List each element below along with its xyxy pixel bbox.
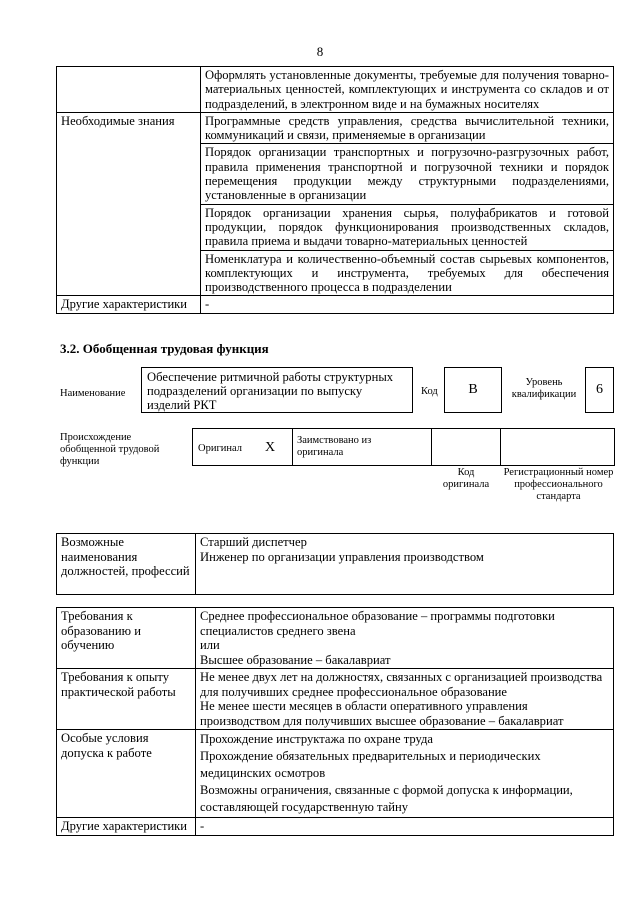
knowledge-table <box>56 66 614 314</box>
education-values <box>196 608 614 669</box>
knowledge-label: Необходимые знания <box>57 112 201 296</box>
other-characteristics-value: - <box>196 818 614 836</box>
conditions-label: Особые условия допуска к работе <box>57 730 196 818</box>
education-line: или <box>200 638 220 652</box>
registration-number-caption: Регистрационный номер профессионального стандарта <box>503 467 614 502</box>
qualification-level-box: 6 <box>585 367 614 413</box>
divider <box>500 428 501 466</box>
code-label: Код <box>421 386 438 397</box>
knowledge-item: Номенклатура и количественно-объемный состав сырьевых компонентов, комплектующих и инструмента, требуемых для обеспечения производственного процесса в подразделении <box>201 250 614 296</box>
education-line: Высшее образование – бакалавриат <box>200 652 391 667</box>
requirements-table <box>56 607 614 836</box>
knowledge-item: Порядок организации хранения сырья, полуфабрикатов и готовой продукции, порядок функционирования производственных складов, правила приема и выдачи товарно-материальных ценностей <box>201 204 614 250</box>
experience-line: Не менее двух лет на должностях, связанных с организацией производства для получивших среднее профессиональное образование <box>200 670 603 699</box>
experience-line: Не менее шести месяцев в области оперативного управления производством для получивших высшее образование – бакалавриат <box>200 699 564 728</box>
divider <box>292 428 293 466</box>
knowledge-item: Порядок организации транспортных и погрузочно-разгрузочных работ, правила применения транспортной и погрузочной техники и порядок перемещения продукции между структурными подразделениями, установленные в организации <box>201 144 614 204</box>
section-title: 3.2. Обобщенная трудовая функция <box>60 341 269 356</box>
conditions-values <box>196 730 614 818</box>
positions-values <box>196 534 614 595</box>
code-original-caption: Код оригинала <box>442 467 490 490</box>
other-characteristics-label: Другие характеристики <box>57 818 196 836</box>
qualification-level-label: Уровень квалификации <box>511 377 577 400</box>
divider <box>431 428 432 466</box>
conditions-line: Прохождение инструктажа по охране труда <box>200 732 434 746</box>
code-box: B <box>444 367 502 413</box>
knowledge-item: Программные средств управления, средства вычислительной техники, коммуникаций и связи, применяемые в организации <box>201 112 614 144</box>
experience-values <box>196 669 614 730</box>
name-label: Наименование <box>60 388 126 399</box>
original-mark: X <box>265 440 276 455</box>
other-characteristics-label: Другие характеристики <box>57 296 201 313</box>
page-number: 8 <box>316 44 324 59</box>
position-name: Старший диспетчер <box>200 535 307 549</box>
empty-label-cell <box>57 67 201 113</box>
positions-label: Возможные наименования должностей, профессий <box>57 534 196 595</box>
origin-label: Происхождение обобщенной трудовой функции <box>60 432 160 467</box>
experience-label: Требования к опыту практической работы <box>57 669 196 730</box>
original-label: Оригинал <box>198 443 242 454</box>
position-name: Инженер по организации управления производством <box>200 549 484 564</box>
positions-table <box>56 533 614 595</box>
other-characteristics-value: - <box>201 296 614 313</box>
conditions-line: Прохождение обязательных предварительных и периодических медицинских осмотров <box>200 749 541 780</box>
education-label: Требования к образованию и обучению <box>57 608 196 669</box>
function-name-box: Обеспечение ритмичной работы структурных подразделений организации по выпуску изделий РКТ <box>141 367 413 413</box>
education-line: Среднее профессиональное образование – программы подготовки специалистов среднего звена <box>200 609 555 638</box>
conditions-line: Возможны ограничения, связанные с формой допуска к информации, составляющей государственную тайну <box>200 783 573 814</box>
continuation-cell: Оформлять установленные документы, требуемые для получения товарно-материальных ценностей, комплектующих и инструмента со складов и от подразделений, в электронном виде и на бумажных носителях <box>201 67 614 113</box>
borrowed-label: Заимствовано из оригинала <box>297 435 372 458</box>
